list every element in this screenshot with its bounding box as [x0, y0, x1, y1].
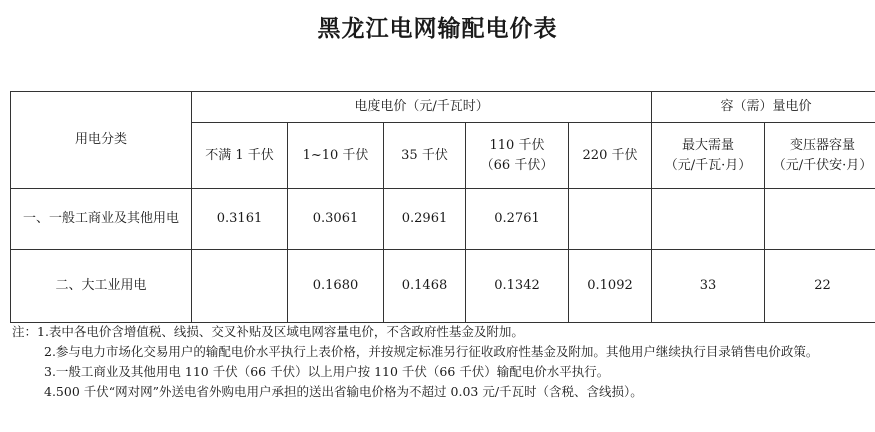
price-cell: 0.3061 [288, 189, 384, 250]
price-cell: 0.1342 [466, 250, 569, 323]
header-row-group [11, 92, 875, 123]
price-cell: 0.2761 [466, 189, 569, 250]
header-level-110kv [466, 123, 569, 189]
note-3: 3.一般工商业及其他用电 110 千伏（66 千伏）以上用户按 110 千伏（66 千伏）输配电价水平执行。 [44, 364, 610, 379]
price-cell [192, 250, 288, 323]
header-transformer [765, 123, 875, 189]
row-category: 二、大工业用电 [11, 250, 192, 323]
page-title: 黑龙江电网输配电价表 [317, 15, 558, 42]
table-row [11, 250, 875, 323]
notes [12, 322, 870, 402]
transformer-cell: 22 [765, 250, 875, 323]
price-cell: 0.2961 [384, 189, 466, 250]
note-2: 2.参与电力市场化交易用户的输配电价水平执行上表价格，并按规定标准另行征收政府性基金及附加。其他用户继续执行目录销售电价政策。 [44, 344, 819, 359]
header-level-10kv: 1~10 千伏 [288, 123, 384, 189]
header-capacity-group: 容（需）量电价 [652, 92, 875, 123]
header-max-demand-unit: （元/千瓦·月） [664, 157, 752, 173]
row-category: 一、一般工商业及其他用电 [11, 189, 192, 250]
header-level-220kv: 220 千伏 [569, 123, 652, 189]
header-transformer-unit: （元/千伏安·月） [772, 157, 873, 173]
price-cell: 0.1680 [288, 250, 384, 323]
tariff-table [10, 91, 875, 323]
price-cell [569, 189, 652, 250]
price-cell: 0.3161 [192, 189, 288, 250]
header-level-35kv: 35 千伏 [384, 123, 466, 189]
header-energy-group: 电度电价（元/千瓦时） [192, 92, 652, 123]
max-demand-cell [652, 189, 765, 250]
header-level-110kv-label: 110 千伏 [489, 137, 545, 153]
header-max-demand-label: 最大需量 [682, 137, 735, 153]
note-4: 4.500 千伏“网对网”外送电省外购电用户承担的送出省输电价格为不超过 0.03 元/千瓦时（含税、含线损）。 [44, 384, 643, 399]
header-level-66kv-label: （66 千伏） [480, 157, 554, 173]
header-max-demand [652, 123, 765, 189]
transformer-cell [765, 189, 875, 250]
header-level-1kv: 不满 1 千伏 [192, 123, 288, 189]
price-cell: 0.1468 [384, 250, 466, 323]
price-cell: 0.1092 [569, 250, 652, 323]
table-row [11, 189, 875, 250]
header-category: 用电分类 [11, 92, 192, 189]
header-transformer-label: 变压器容量 [790, 137, 856, 153]
note-1: 注：1.表中各电价含增值税、线损、交叉补贴及区域电网容量电价，不含政府性基金及附加。 [12, 324, 524, 339]
max-demand-cell: 33 [652, 250, 765, 323]
